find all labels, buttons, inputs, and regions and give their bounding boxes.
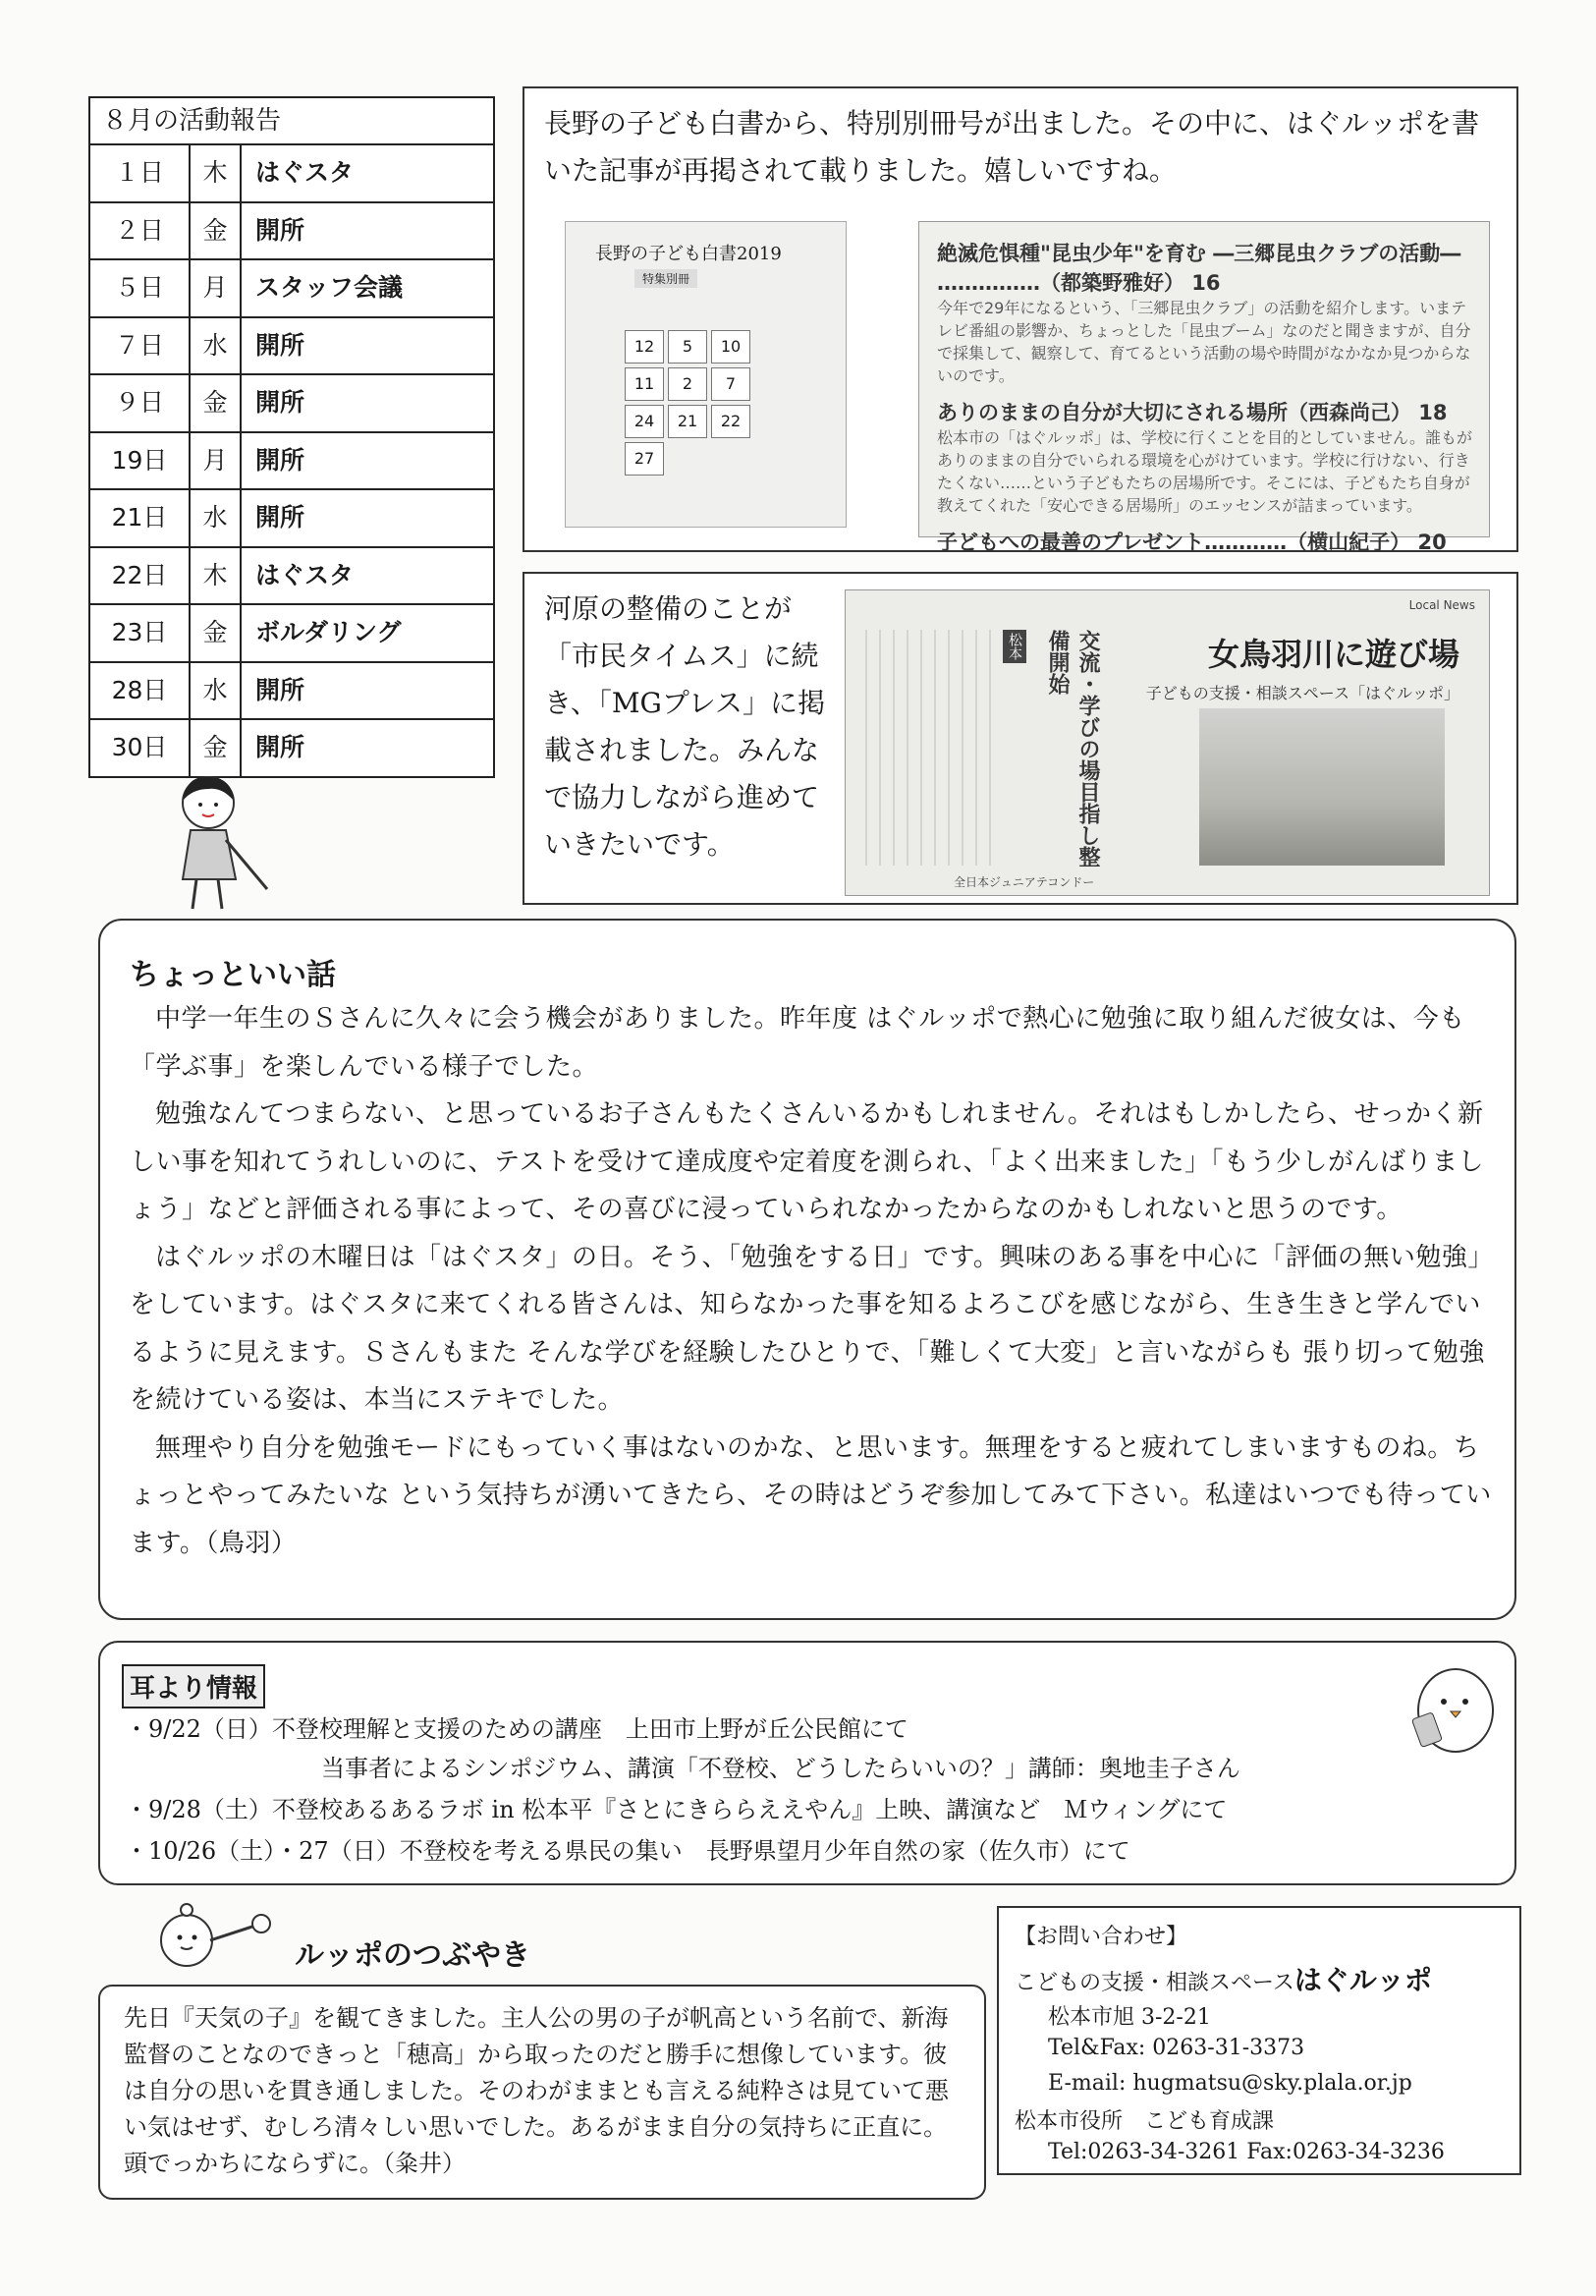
activity-weekday: 金 xyxy=(191,375,242,431)
news-subheadline: 子どもの支援・相談スペース「はぐルッポ」 xyxy=(1145,684,1459,702)
girl-character-icon xyxy=(157,771,275,919)
activity-event: 開所 xyxy=(255,733,305,761)
cover-number-grid xyxy=(625,330,792,476)
activity-day: 28日 xyxy=(90,663,191,719)
whitepaper-contents-photo xyxy=(918,221,1490,554)
contact-org-name: はぐルッポ xyxy=(1293,1964,1432,1996)
cover-number-tile: 7 xyxy=(711,367,750,401)
tsubuyaki-title: ルッポのつぶやき xyxy=(295,1938,530,1973)
activity-day: ７日 xyxy=(90,318,191,374)
contact-organization xyxy=(1015,1959,1432,1998)
contact-box xyxy=(997,1906,1521,2175)
activity-row xyxy=(90,433,493,491)
activity-weekday: 水 xyxy=(191,663,242,719)
chick-character-icon xyxy=(1406,1656,1505,1764)
contents-heading: 子どもへの最善のプレゼント…………（横山紀子） 20 xyxy=(937,531,1447,554)
activity-event: 開所 xyxy=(255,675,305,704)
activity-weekday: 月 xyxy=(191,433,242,489)
info-title: 耳より情報 xyxy=(122,1664,265,1708)
activity-weekday: 金 xyxy=(191,203,242,259)
contact-email[interactable]: E-mail: hugmatsu@sky.plala.or.jp xyxy=(1048,2071,1412,2096)
newspaper-lead: 河原の整備のことが「市民タイムス」に続き、「MGプレス」に掲載されました。みんなで協力しながら進めていきたいです。 xyxy=(544,592,825,861)
whitepaper-cover-photo xyxy=(565,221,847,528)
cover-number-tile: 12 xyxy=(625,330,664,364)
info-line-4: ・10/26（土）・27（日）不登校を考える県民の集い 長野県望月少年自然の家（佐久市）にて xyxy=(125,1837,1130,1865)
activity-day: 19日 xyxy=(90,433,191,489)
news-region-badge: 松本 xyxy=(1003,630,1026,663)
whitepaper-lead: 長野の子ども白書から、特別別冊号が出ました。その中に、はぐルッポを書いた記事が再掲されて載りました。嬉しいですね。 xyxy=(544,107,1480,187)
cover-number-tile: 21 xyxy=(668,405,707,438)
activity-day: 30日 xyxy=(90,720,191,776)
activity-event: はぐスタ xyxy=(255,158,355,187)
newspaper-clip-photo xyxy=(845,589,1490,896)
cover-number-tile: 22 xyxy=(711,405,750,438)
contact-org-prefix: こどもの支援・相談スペース xyxy=(1015,1971,1294,1995)
luppo-mascot-icon xyxy=(147,1896,275,1985)
cover-number-tile: 11 xyxy=(625,367,664,401)
info-line-1: ・9/22（日）不登校理解と支援のための講座 上田市上野が丘公民館にて xyxy=(125,1715,908,1743)
activity-report-table xyxy=(88,96,495,778)
activity-weekday: 木 xyxy=(191,548,242,604)
activity-row xyxy=(90,490,493,548)
activity-row xyxy=(90,548,493,606)
activity-event: 開所 xyxy=(255,388,305,417)
activity-row xyxy=(90,318,493,376)
story-body xyxy=(130,995,1495,1567)
info-line-2: 当事者によるシンポジウム、講演「不登校、どうしたらいいの？」講師：奥地圭子さん xyxy=(321,1755,1240,1782)
story-paragraph: はぐルッポの木曜日は「はぐスタ」の日。そう、「勉強をする日」です。興味のある事を中心に「評価の無い勉強」をしています。はぐスタに来てくれる皆さんは、知らなかった事を知るよろこびを感じながら、生き生きと学んでいるように見えます。Ｓさんもまた そんな学びを経験したひとりで、「難しくて大変」と言いながらも 張り切って勉強を続けている姿は、本当にステキでした。 xyxy=(130,1242,1494,1415)
activity-event: はぐスタ xyxy=(255,560,355,589)
activity-table-title: ８月の活動報告 xyxy=(90,98,493,145)
activity-row xyxy=(90,375,493,433)
activity-event: スタッフ会議 xyxy=(255,273,404,302)
story-paragraph: 無理やり自分を勉強モードにもっていく事はないのかな、と思います。無理をすると疲れてしまいますものね。ちょっとやってみたいな という気持ちが湧いてきたら、その時はどうぞ参加してみて下さい。私達はいつでも待っています。（鳥羽） xyxy=(130,1432,1492,1558)
contact-office: 松本市役所 こども育成課 xyxy=(1015,2109,1275,2134)
activity-weekday: 月 xyxy=(191,260,242,316)
story-paragraph: 勉強なんてつまらない、と思っているお子さんもたくさんいるかもしれません。それはもしかしたら、せっかく新しい事を知れてうれしいのに、テストを受けて達成度や定着度を測られ、「よく出来ました」「もう少しがんばりましょう」などと評価される事によって、その喜びに浸っていられなかったからなのかもしれないと思うのです。 xyxy=(130,1099,1485,1224)
activity-weekday: 木 xyxy=(191,145,242,201)
news-column-text xyxy=(865,630,993,866)
tsubuyaki-body: 先日『天気の子』を観てきました。主人公の男の子が帆高という名前で、新海監督のことなのできっと「穂高」から取ったのだと勝手に想像しています。彼は自分の思いを貫き通しました。そのわがままとも言える純粋さは見ていて悪い気はせず、むしろ清々しい思いでした。あるがまま自分の気持ちに正直に。頭でっかちにならずに。（粂井） xyxy=(124,2004,949,2177)
contents-heading: 絶滅危惧種"昆虫少年"を育む ―三郷昆虫クラブの活動― ……………（都築野雅好） 16 xyxy=(937,242,1461,295)
activity-weekday: 水 xyxy=(191,318,242,374)
info-line-3: ・9/28（土）不登校あるあるラボ in 松本平『さとにきららええやん』上映、講演など Ｍウィングにて xyxy=(125,1796,1228,1823)
news-tag: Local News xyxy=(1408,598,1475,612)
contact-telfax: Tel&Fax: 0263-31-3373 xyxy=(1048,2036,1305,2060)
activity-weekday: 金 xyxy=(191,720,242,776)
activity-event: 開所 xyxy=(255,330,305,360)
story-box xyxy=(98,919,1516,1620)
cover-subtitle: 特集別冊 xyxy=(634,269,697,288)
news-headline: 女鳥羽川に遊び場 xyxy=(1207,636,1459,673)
contents-list xyxy=(937,238,1472,556)
cover-number-tile: 27 xyxy=(625,442,664,476)
activity-row xyxy=(90,605,493,663)
activity-event: 開所 xyxy=(255,503,305,532)
activity-rows xyxy=(90,145,493,776)
tsubuyaki-box xyxy=(98,1985,986,2200)
contact-office-tel: Tel:0263-34-3261 Fax:0263-34-3236 xyxy=(1048,2140,1445,2164)
contact-address: 松本市旭 3-2-21 xyxy=(1048,2005,1211,2030)
cover-number-tile: 2 xyxy=(668,367,707,401)
activity-day: ５日 xyxy=(90,260,191,316)
activity-weekday: 水 xyxy=(191,490,242,546)
cover-title: 長野の子ども白書2019 xyxy=(595,244,782,264)
activity-event: 開所 xyxy=(255,215,305,245)
activity-row xyxy=(90,663,493,721)
activity-day: 22日 xyxy=(90,548,191,604)
contents-summary: 松本市の「はぐルッポ」は、学校に行くことを目的としていません。誰もがありのままの自分でいられる環境を心がけています。学校に行けない、行きたくない……という子どもたちの居場所です。そこには、子どもたち自身が教えてくれた「安心できる居場所」のエッセンスが詰まっています。 xyxy=(937,428,1472,515)
activity-event: ボルダリング xyxy=(255,618,402,646)
story-paragraph: 中学一年生のＳさんに久々に会う機会がありました。昨年度 はぐルッポで熱心に勉強に取り組んだ彼女は、今も「学ぶ事」を楽しんでいる様子でした。 xyxy=(130,1004,1465,1082)
contents-summary: 今年で29年になるという、「三郷昆虫クラブ」の活動を紹介します。いまテレビ番組の影響か、ちょっとした「昆虫ブーム」なのだと聞きますが、自分で採集して、観察して、育てるという活動の場や時間がなかなか見つからないのです。 xyxy=(937,299,1471,385)
activity-day: １日 xyxy=(90,145,191,201)
activity-row xyxy=(90,145,493,203)
cover-number-tile: 5 xyxy=(668,330,707,364)
story-title: ちょっといい話 xyxy=(130,958,336,992)
activity-row xyxy=(90,203,493,261)
activity-weekday: 金 xyxy=(191,605,242,661)
info-box xyxy=(98,1641,1516,1885)
river-photo xyxy=(1199,708,1445,866)
activity-row xyxy=(90,260,493,318)
activity-day: 23日 xyxy=(90,605,191,661)
activity-day: ２日 xyxy=(90,203,191,259)
activity-event: 開所 xyxy=(255,445,305,475)
cover-number-tile: 10 xyxy=(711,330,750,364)
news-section-heading: 交流・学びの場目指し整備開始 xyxy=(1045,630,1100,868)
activity-day: 21日 xyxy=(90,490,191,546)
cover-number-tile: 24 xyxy=(625,405,664,438)
activity-row xyxy=(90,720,493,776)
contents-heading: ありのままの自分が大切にされる場所（西森尚己） 18 xyxy=(937,401,1448,424)
contact-heading: 【お問い合わせ】 xyxy=(1015,1925,1188,1949)
news-footer: 全日本ジュニアテコンドー xyxy=(954,875,1095,889)
activity-day: ９日 xyxy=(90,375,191,431)
